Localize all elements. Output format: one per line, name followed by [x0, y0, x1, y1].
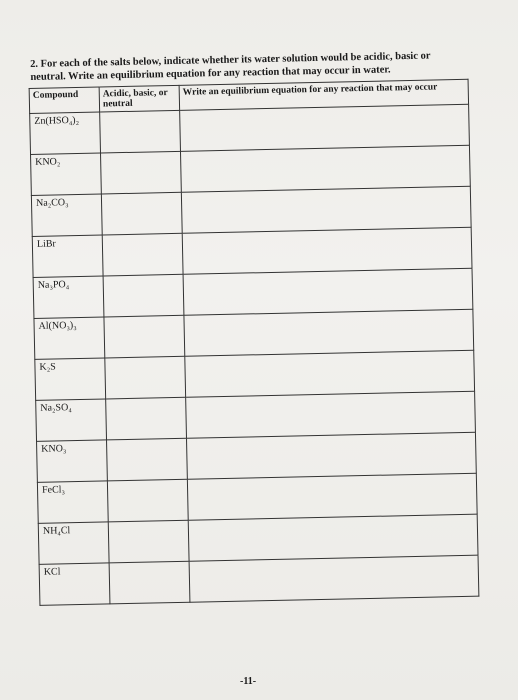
- compound-cell: [33, 276, 104, 318]
- page-number: -11-: [240, 676, 257, 687]
- equation-answer-cell[interactable]: [188, 514, 478, 561]
- equation-answer-cell[interactable]: [180, 145, 470, 192]
- compound-cell: [37, 481, 108, 523]
- nature-answer-cell[interactable]: [105, 356, 186, 399]
- equation-answer-cell[interactable]: [186, 432, 476, 479]
- compound-formula: Zn(HSO₄)₂: [34, 114, 80, 127]
- nature-answer-cell[interactable]: [102, 233, 183, 276]
- compound-cell: [30, 112, 101, 154]
- nature-answer-cell[interactable]: [109, 561, 190, 604]
- equation-answer-cell[interactable]: [184, 309, 474, 356]
- equation-answer-cell[interactable]: [185, 350, 475, 397]
- question-text: [30, 49, 470, 84]
- compound-formula: KNO₂: [35, 156, 61, 168]
- equation-answer-cell[interactable]: [187, 473, 477, 520]
- compound-formula: Na₂SO₄: [40, 402, 72, 414]
- equation-answer-cell[interactable]: [183, 268, 473, 315]
- compound-cell: [36, 399, 107, 441]
- compound-formula: Na₃PO₄: [37, 279, 70, 291]
- question-line-2: neutral. Write an equilibrium equation for any reaction that may occur in water.: [30, 64, 391, 83]
- header-equation: Write an equilibrium equation for any reaction that may occur: [179, 79, 468, 110]
- compound-formula: KCl: [43, 566, 61, 578]
- worksheet-content: [28, 49, 483, 690]
- compound-cell: [35, 358, 106, 400]
- table-body: [30, 104, 479, 605]
- nature-answer-cell[interactable]: [106, 397, 187, 440]
- equation-answer-cell[interactable]: [186, 391, 476, 438]
- header-compound: Compound: [29, 87, 100, 113]
- nature-answer-cell[interactable]: [101, 151, 182, 194]
- equation-answer-cell[interactable]: [181, 186, 471, 233]
- compound-cell: [37, 440, 108, 482]
- equation-answer-cell[interactable]: [180, 104, 470, 151]
- nature-answer-cell[interactable]: [101, 192, 182, 235]
- compound-cell: [32, 235, 103, 277]
- compound-formula: Al(NO₃)₃: [38, 320, 77, 332]
- compound-formula: Na₂CO₃: [35, 197, 69, 209]
- compound-formula: NH₄Cl: [42, 525, 71, 537]
- compound-formula: K₂S: [39, 361, 56, 373]
- compound-formula: LiBr: [36, 238, 56, 250]
- compound-cell: [34, 317, 105, 359]
- compound-cell: [38, 522, 109, 564]
- nature-answer-cell[interactable]: [103, 274, 184, 317]
- equation-answer-cell[interactable]: [182, 227, 472, 274]
- compound-cell: [39, 563, 110, 605]
- equation-answer-cell[interactable]: [189, 555, 479, 602]
- header-nature: Acidic, basic, or neutral: [99, 85, 180, 112]
- table-row: [39, 555, 479, 605]
- nature-answer-cell[interactable]: [100, 110, 181, 153]
- nature-answer-cell[interactable]: [107, 479, 188, 522]
- salts-table: [29, 79, 480, 606]
- compound-cell: [31, 194, 102, 236]
- compound-cell: [31, 153, 102, 195]
- question-line-1: 2. For each of the salts below, indicate whether its water solution would be acidic, basic or: [30, 50, 431, 70]
- compound-formula: KNO₃: [41, 443, 67, 455]
- nature-answer-cell[interactable]: [108, 520, 189, 563]
- nature-answer-cell[interactable]: [104, 315, 185, 358]
- nature-answer-cell[interactable]: [107, 438, 188, 481]
- compound-formula: FeCl₃: [41, 484, 66, 496]
